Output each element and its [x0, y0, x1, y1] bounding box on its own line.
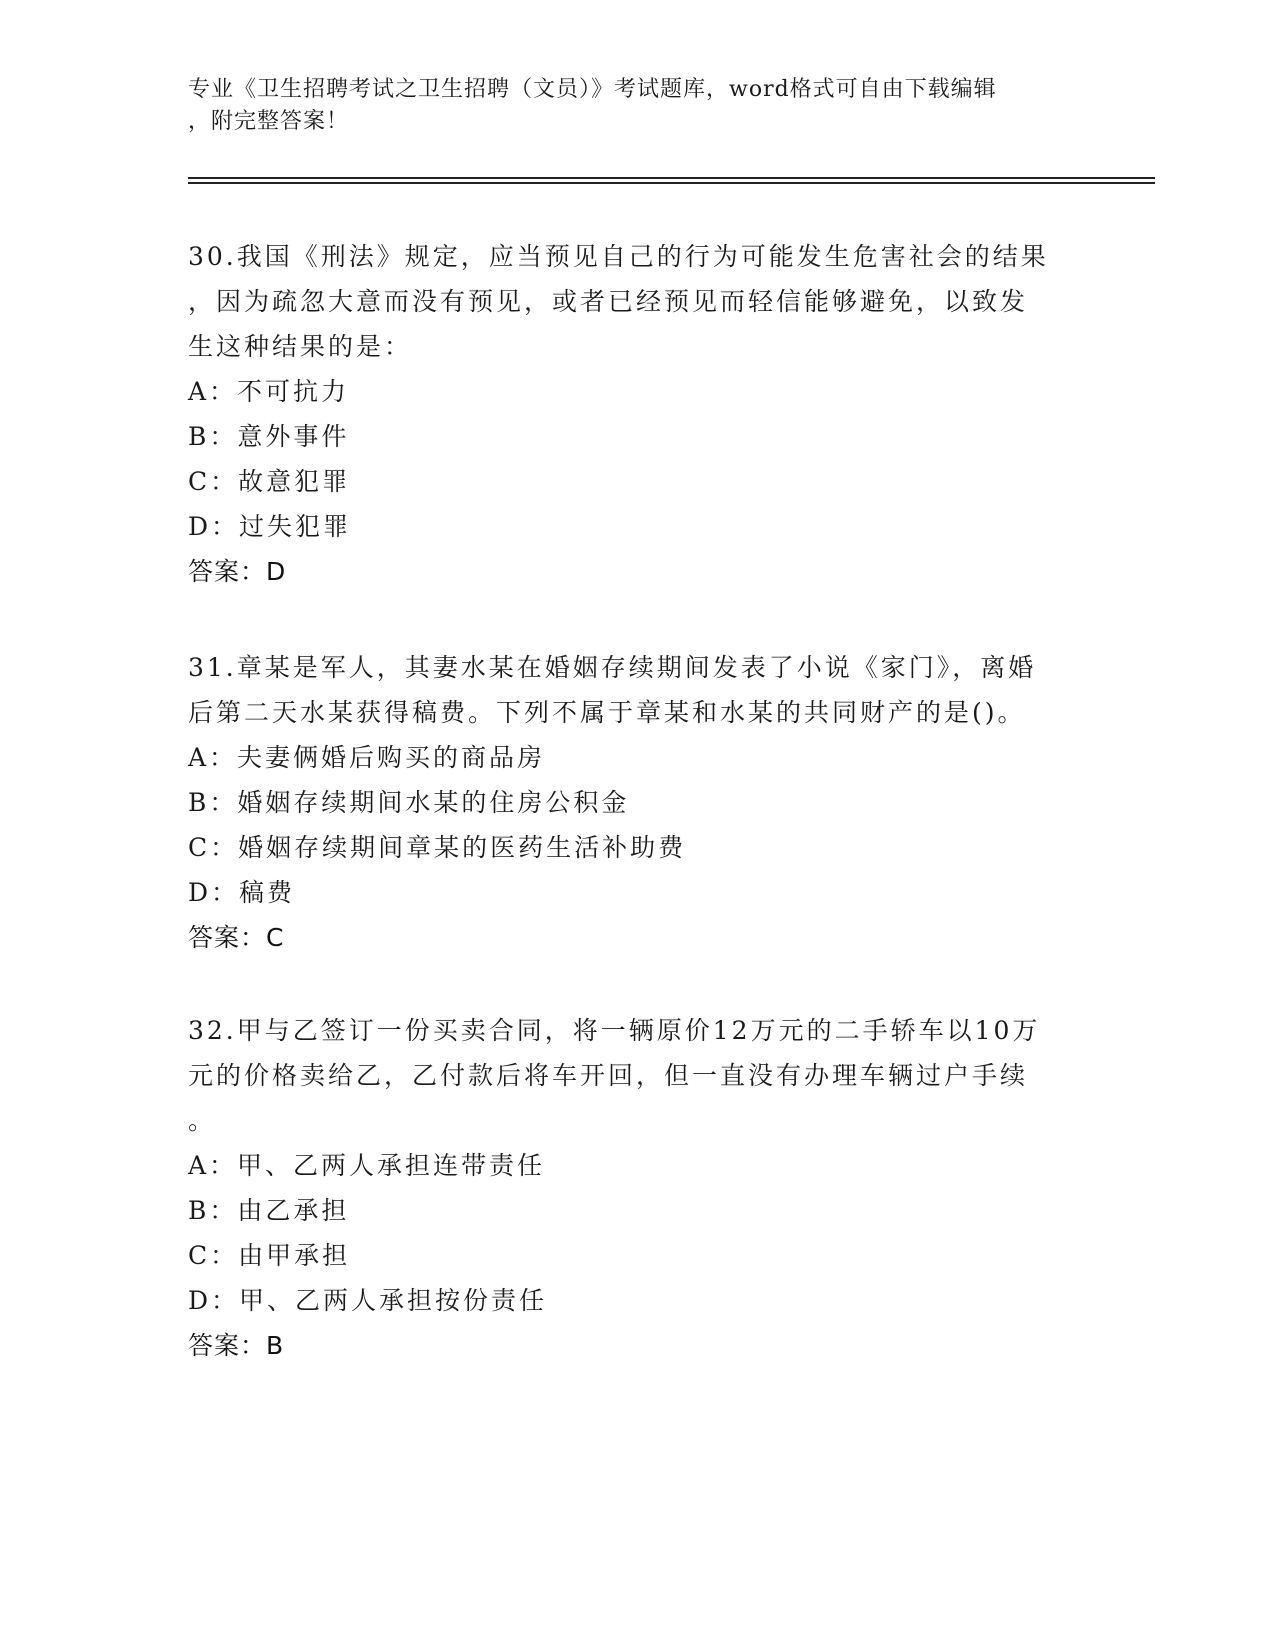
option-c: C：婚姻存续期间章某的医药生活补助费 [188, 833, 687, 862]
option-a: A：不可抗力 [188, 377, 350, 406]
option-d: D：过失犯罪 [188, 512, 352, 541]
question-text-line: 32.甲与乙签订一份买卖合同，将一辆原价12万元的二手轿车以10万 [188, 1016, 1041, 1045]
question-text-line: 30.我国《刑法》规定，应当预见自己的行为可能发生危害社会的结果 [188, 242, 1049, 271]
question-text-line: 元的价格卖给乙，乙付款后将车开回，但一直没有办理车辆过户手续 [188, 1061, 1029, 1090]
question-30 [188, 234, 1088, 594]
option-d: D：甲、乙两人承担按份责任 [188, 1286, 548, 1315]
question-text-line: 。 [188, 1106, 217, 1135]
option-c: C：故意犯罪 [188, 467, 351, 496]
header-divider-top [188, 177, 1155, 179]
question-32 [188, 1008, 1088, 1368]
answer-label: 答案：D [188, 557, 287, 586]
option-b: B：婚姻存续期间水某的住房公积金 [188, 788, 630, 817]
header-divider-bottom [188, 182, 1155, 184]
option-b: B：意外事件 [188, 422, 350, 451]
question-text-line: 后第二天水某获得稿费。下列不属于章某和水某的共同财产的是()。 [188, 698, 1026, 727]
document-header [188, 74, 1068, 138]
option-a: A：夫妻俩婚后购买的商品房 [188, 743, 546, 772]
answer-label: 答案：B [188, 1331, 285, 1360]
option-d: D：稿费 [188, 878, 296, 907]
header-line-2: ，附完整答案！ [188, 109, 350, 134]
question-text-line: 生这种结果的是： [188, 332, 413, 361]
option-b: B：由乙承担 [188, 1196, 350, 1225]
question-text-line: ，因为疏忽大意而没有预见，或者已经预见而轻信能够避免，以致发 [188, 287, 1029, 316]
header-line-1: 专业《卫生招聘考试之卫生招聘（文员）》考试题库，word格式可自由下载编辑 [188, 77, 997, 102]
question-text-line: 31.章某是军人，其妻水某在婚姻存续期间发表了小说《家门》，离婚 [188, 653, 1037, 682]
answer-label: 答案：C [188, 923, 285, 952]
option-a: A：甲、乙两人承担连带责任 [188, 1151, 546, 1180]
question-31 [188, 645, 1088, 960]
option-c: C：由甲承担 [188, 1241, 351, 1270]
